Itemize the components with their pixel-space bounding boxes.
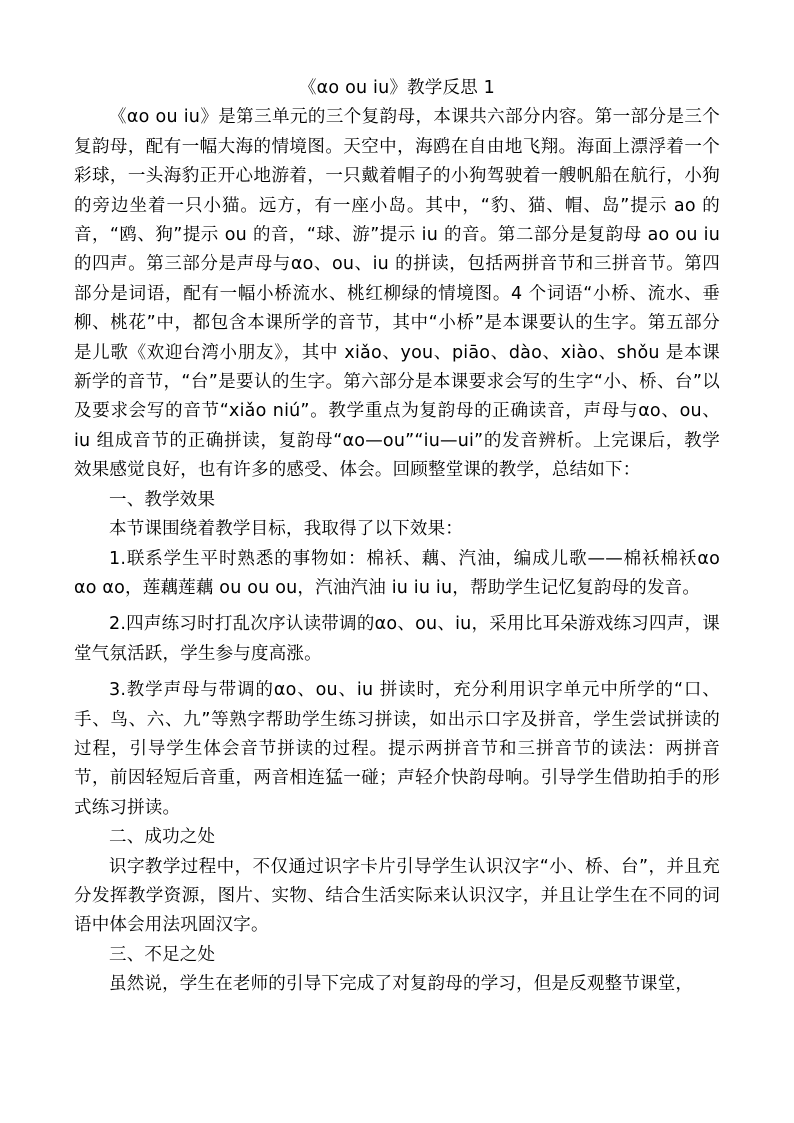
section1-intro: 本节课围绕着教学目标，我取得了以下效果： — [109, 519, 463, 540]
document-title: 《αo ou iu》教学反思 1 — [298, 78, 496, 98]
section-heading-successes: 二、成功之处 — [109, 827, 216, 848]
section-heading-shortcomings: 三、不足之处 — [109, 944, 216, 965]
section2-paragraph: 识字教学过程中，不仅通过识字卡片引导学生认识汉字“小、桥、台”，并且充分发挥教学资源，图片、实物、结合生活实际来认识汉字，并且让学生在不同的词语中体会用法巩固汉字。 — [74, 856, 720, 936]
section1-item-2: 2.四声练习时打乱次序认读带调的αo、ou、iu，采用比耳朵游戏练习四声，课堂气氛活跃，学生参与度高涨。 — [74, 614, 720, 664]
section3-paragraph: 虽然说，学生在老师的引导下完成了对复韵母的学习，但是反观整节课堂， — [109, 974, 694, 995]
section1-item-1: 1.联系学生平时熟悉的事物如：棉袄、藕、汽油，编成儿歌——棉袄棉袄αo αo αo，莲藕莲藕 ou ou ou，汽油汽油 iu iu iu，帮助学生记忆复韵母的发音。 — [74, 548, 720, 598]
intro-paragraph: 《αo ou iu》是第三单元的三个复韵母，本课共六部分内容。第一部分是三个复韵母，配有一幅大海的情境图。天空中，海鸥在自由地飞翔。海面上漂浮着一个彩球，一头海豹正开心地游着，一只戴着帽子的小狗驾驶着一艘帆船在航行，小狗的旁边坐着一只小猫。远方，有一座小岛。其中，“豹、猫、帽、岛”提示 ao 的音，“鸥、狗”提示 ou 的音，“球、游”提示 iu 的音。第二部分是复韵母 ao ou iu 的四声。第三部分是声母与αo、ou、iu 的拼读，包括两拼音节和三拼音节。第四部分是词语，配有一幅小桥流水、桃红柳绿的情境图。4 个词语“小桥、流水、垂柳、桃花”中，都包含本课所学的音节，其中“小桥”是本课要认的生字。第五部分是儿歌《欢迎台湾小朋友》，其中 xiǎo、you、piāo、dào、xiào、shǒu 是本课新学的音节，“台”是要认的生字。第六部分是本课要求会写的生字“小、桥、台”以及要求会写的音节“xiǎo niú”。教学重点为复韵母的正确读音，声母与αo、ou、iu 组成音节的正确拼读，复韵母“αo—ou”“iu—ui”的发音辨析。上完课后，教学效果感觉良好，也有许多的感受、体会。回顾整堂课的教学，总结如下： — [74, 107, 720, 481]
document-page — [74, 74, 720, 1000]
section-heading-teaching-effect: 一、教学效果 — [109, 489, 216, 510]
section1-item-3: 3.教学声母与带调的αo、ou、iu 拼读时，充分利用识字单元中所学的“口、手、鸟、六、九”等熟字帮助学生练习拼读，如出示口字及拼音，学生尝试拼读的过程，引导学生体会音节拼读的过程。提示两拼音节和三拼音节的读法：两拼音节，前因轻短后音重，两音相连猛一碰；声轻介快韵母响。引导学生借助拍手的形式练习拼读。 — [74, 680, 720, 818]
